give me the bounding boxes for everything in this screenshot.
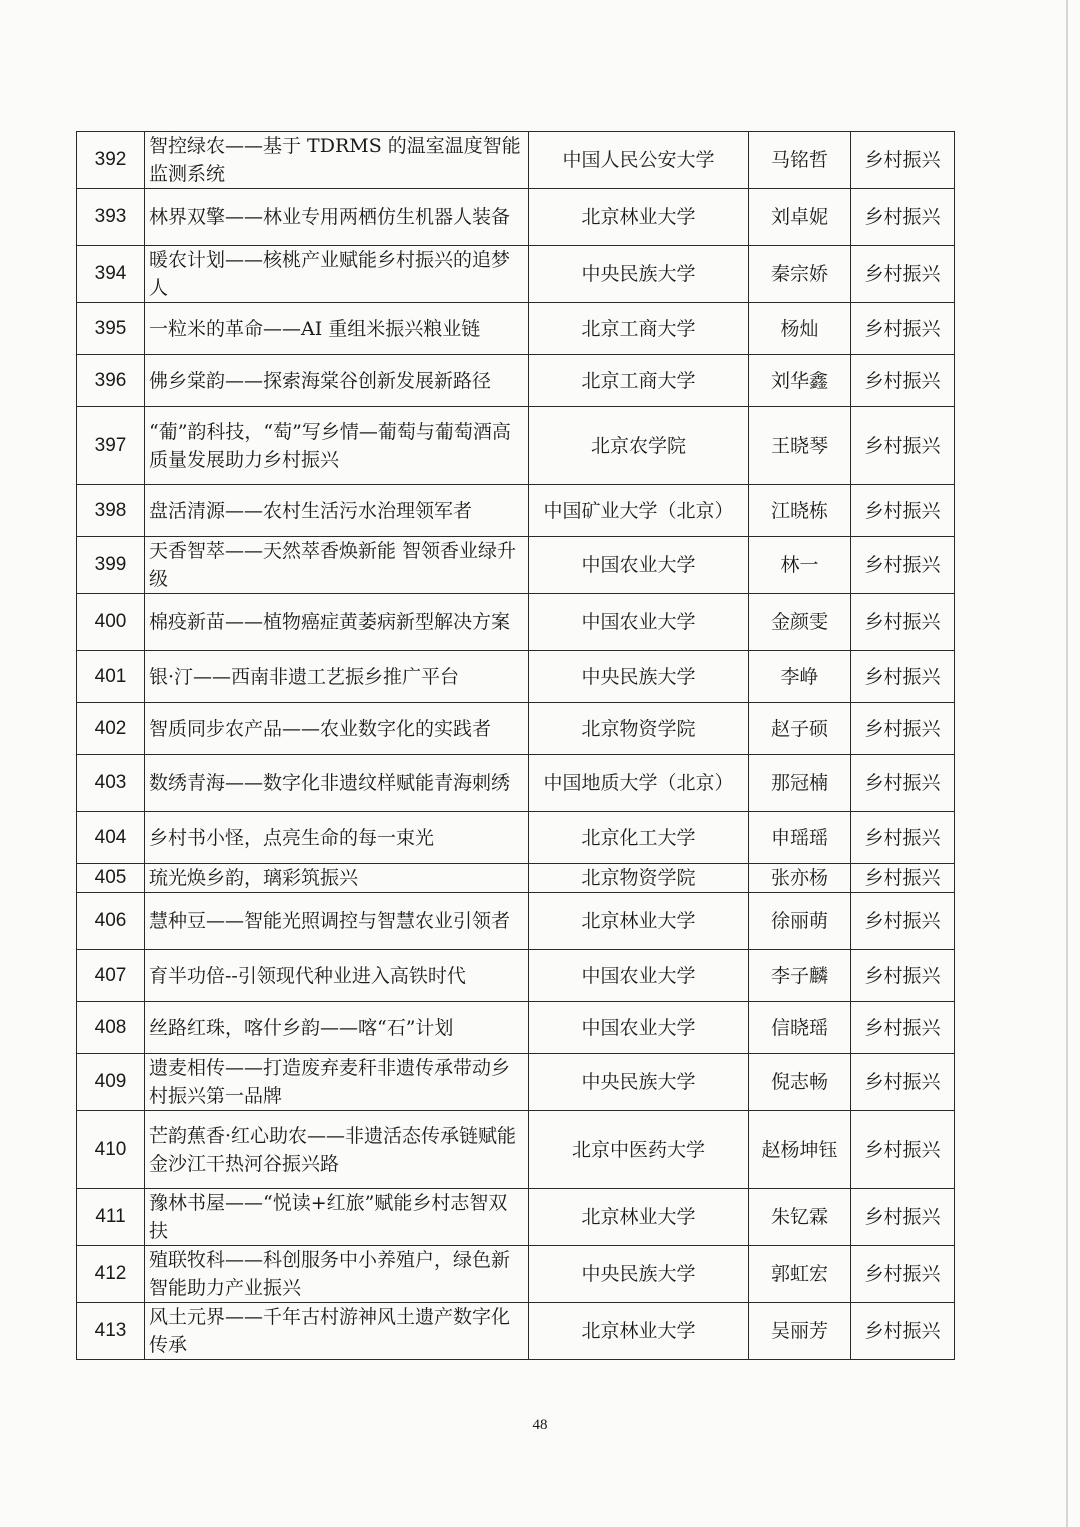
category: 乡村振兴 (851, 812, 955, 864)
project-name: 丝路红珠，喀什乡韵——喀“石”计划 (145, 1002, 529, 1054)
project-name: 育半功倍--引领现代种业进入高铁时代 (145, 950, 529, 1002)
row-number: 401 (77, 651, 145, 703)
project-name: 佛乡棠韵——探索海棠谷创新发展新路径 (145, 355, 529, 407)
row-number: 403 (77, 755, 145, 812)
school-name: 北京工商大学 (529, 355, 749, 407)
category: 乡村振兴 (851, 1246, 955, 1303)
category: 乡村振兴 (851, 651, 955, 703)
category: 乡村振兴 (851, 950, 955, 1002)
category: 乡村振兴 (851, 189, 955, 246)
row-number: 399 (77, 537, 145, 594)
table-row (77, 755, 955, 812)
table-row (77, 1303, 955, 1360)
table-row (77, 893, 955, 950)
school-name: 北京物资学院 (529, 703, 749, 755)
scan-edge-line (1066, 0, 1068, 1527)
project-name: 芒韵蕉香·红心助农——非遗活态传承链赋能金沙江干热河谷振兴路 (145, 1111, 529, 1189)
row-number: 396 (77, 355, 145, 407)
row-number: 404 (77, 812, 145, 864)
project-roster-table (76, 131, 955, 1360)
row-number: 408 (77, 1002, 145, 1054)
school-name: 中国人民公安大学 (529, 132, 749, 189)
category: 乡村振兴 (851, 893, 955, 950)
table-row (77, 485, 955, 537)
school-name: 中央民族大学 (529, 651, 749, 703)
page-number: 48 (532, 1417, 548, 1433)
leader-name: 李峥 (749, 651, 851, 703)
row-number: 392 (77, 132, 145, 189)
school-name: 北京物资学院 (529, 864, 749, 893)
leader-name: 刘卓妮 (749, 189, 851, 246)
project-name: 林界双擎——林业专用两栖仿生机器人装备 (145, 189, 529, 246)
project-name: 遗麦相传——打造废弃麦秆非遗传承带动乡村振兴第一品牌 (145, 1054, 529, 1111)
table-row (77, 537, 955, 594)
school-name: 北京林业大学 (529, 1189, 749, 1246)
leader-name: 金颜雯 (749, 594, 851, 651)
category: 乡村振兴 (851, 132, 955, 189)
table-row (77, 1189, 955, 1246)
table-row (77, 189, 955, 246)
category: 乡村振兴 (851, 755, 955, 812)
category: 乡村振兴 (851, 537, 955, 594)
school-name: 中央民族大学 (529, 246, 749, 303)
project-name: 银·汀——西南非遗工艺振乡推广平台 (145, 651, 529, 703)
project-name: 琉光焕乡韵，璃彩筑振兴 (145, 864, 529, 893)
school-name: 中央民族大学 (529, 1054, 749, 1111)
table-row (77, 864, 955, 893)
category: 乡村振兴 (851, 703, 955, 755)
row-number: 395 (77, 303, 145, 355)
project-name: 数绣青海——数字化非遗纹样赋能青海刺绣 (145, 755, 529, 812)
project-name: 慧种豆——智能光照调控与智慧农业引领者 (145, 893, 529, 950)
table-row (77, 1002, 955, 1054)
school-name: 北京中医药大学 (529, 1111, 749, 1189)
school-name: 北京化工大学 (529, 812, 749, 864)
school-name: 北京林业大学 (529, 893, 749, 950)
table-row (77, 1054, 955, 1111)
school-name: 中央民族大学 (529, 1246, 749, 1303)
row-number: 407 (77, 950, 145, 1002)
school-name: 北京工商大学 (529, 303, 749, 355)
school-name: 北京农学院 (529, 407, 749, 485)
project-name: 一粒米的革命——AI 重组米振兴粮业链 (145, 303, 529, 355)
leader-name: 杨灿 (749, 303, 851, 355)
leader-name: 朱钇霖 (749, 1189, 851, 1246)
school-name: 中国农业大学 (529, 950, 749, 1002)
table-row (77, 703, 955, 755)
table-row (77, 132, 955, 189)
leader-name: 吴丽芳 (749, 1303, 851, 1360)
school-name: 中国地质大学（北京） (529, 755, 749, 812)
table-row (77, 246, 955, 303)
row-number: 397 (77, 407, 145, 485)
school-name: 北京林业大学 (529, 189, 749, 246)
row-number: 393 (77, 189, 145, 246)
table-row (77, 1111, 955, 1189)
row-number: 398 (77, 485, 145, 537)
leader-name: 秦宗娇 (749, 246, 851, 303)
category: 乡村振兴 (851, 1189, 955, 1246)
leader-name: 那冠楠 (749, 755, 851, 812)
category: 乡村振兴 (851, 1054, 955, 1111)
leader-name: 江晓栋 (749, 485, 851, 537)
table-row (77, 812, 955, 864)
leader-name: 信晓瑶 (749, 1002, 851, 1054)
category: 乡村振兴 (851, 407, 955, 485)
project-name: 暖农计划——核桃产业赋能乡村振兴的追梦人 (145, 246, 529, 303)
project-name: 智控绿农——基于 TDRMS 的温室温度智能监测系统 (145, 132, 529, 189)
project-name: 乡村书小怪，点亮生命的每一束光 (145, 812, 529, 864)
category: 乡村振兴 (851, 1303, 955, 1360)
category: 乡村振兴 (851, 1111, 955, 1189)
school-name: 中国农业大学 (529, 537, 749, 594)
table-row (77, 950, 955, 1002)
table-row (77, 355, 955, 407)
category: 乡村振兴 (851, 594, 955, 651)
category: 乡村振兴 (851, 485, 955, 537)
leader-name: 郭虹宏 (749, 1246, 851, 1303)
school-name: 中国农业大学 (529, 594, 749, 651)
leader-name: 张亦杨 (749, 864, 851, 893)
project-name: 风土元界——千年古村游神风土遗产数字化传承 (145, 1303, 529, 1360)
category: 乡村振兴 (851, 246, 955, 303)
leader-name: 李子麟 (749, 950, 851, 1002)
row-number: 405 (77, 864, 145, 893)
row-number: 412 (77, 1246, 145, 1303)
leader-name: 申瑶瑶 (749, 812, 851, 864)
leader-name: 赵子硕 (749, 703, 851, 755)
table-row (77, 1246, 955, 1303)
project-name: 天香智萃——天然萃香焕新能 智领香业绿升级 (145, 537, 529, 594)
project-name: “葡”韵科技，“萄”写乡情—葡萄与葡萄酒高质量发展助力乡村振兴 (145, 407, 529, 485)
row-number: 406 (77, 893, 145, 950)
project-name: 盘活清源——农村生活污水治理领军者 (145, 485, 529, 537)
row-number: 400 (77, 594, 145, 651)
table-row (77, 594, 955, 651)
table-row (77, 303, 955, 355)
leader-name: 刘华鑫 (749, 355, 851, 407)
project-name: 豫林书屋——“悦读+红旅”赋能乡村志智双扶 (145, 1189, 529, 1246)
row-number: 402 (77, 703, 145, 755)
category: 乡村振兴 (851, 1002, 955, 1054)
project-name: 智质同步农产品——农业数字化的实践者 (145, 703, 529, 755)
leader-name: 倪志畅 (749, 1054, 851, 1111)
category: 乡村振兴 (851, 864, 955, 893)
table-row (77, 651, 955, 703)
row-number: 413 (77, 1303, 145, 1360)
leader-name: 马铭哲 (749, 132, 851, 189)
leader-name: 林一 (749, 537, 851, 594)
table-row (77, 407, 955, 485)
leader-name: 王晓琴 (749, 407, 851, 485)
row-number: 410 (77, 1111, 145, 1189)
category: 乡村振兴 (851, 303, 955, 355)
school-name: 中国矿业大学（北京） (529, 485, 749, 537)
school-name: 中国农业大学 (529, 1002, 749, 1054)
row-number: 411 (77, 1189, 145, 1246)
school-name: 北京林业大学 (529, 1303, 749, 1360)
leader-name: 徐丽萌 (749, 893, 851, 950)
row-number: 409 (77, 1054, 145, 1111)
leader-name: 赵杨坤钰 (749, 1111, 851, 1189)
row-number: 394 (77, 246, 145, 303)
project-name: 棉疫新苗——植物癌症黄萎病新型解决方案 (145, 594, 529, 651)
category: 乡村振兴 (851, 355, 955, 407)
project-name: 殖联牧科——科创服务中小养殖户，绿色新智能助力产业振兴 (145, 1246, 529, 1303)
roster-body (77, 132, 955, 1360)
